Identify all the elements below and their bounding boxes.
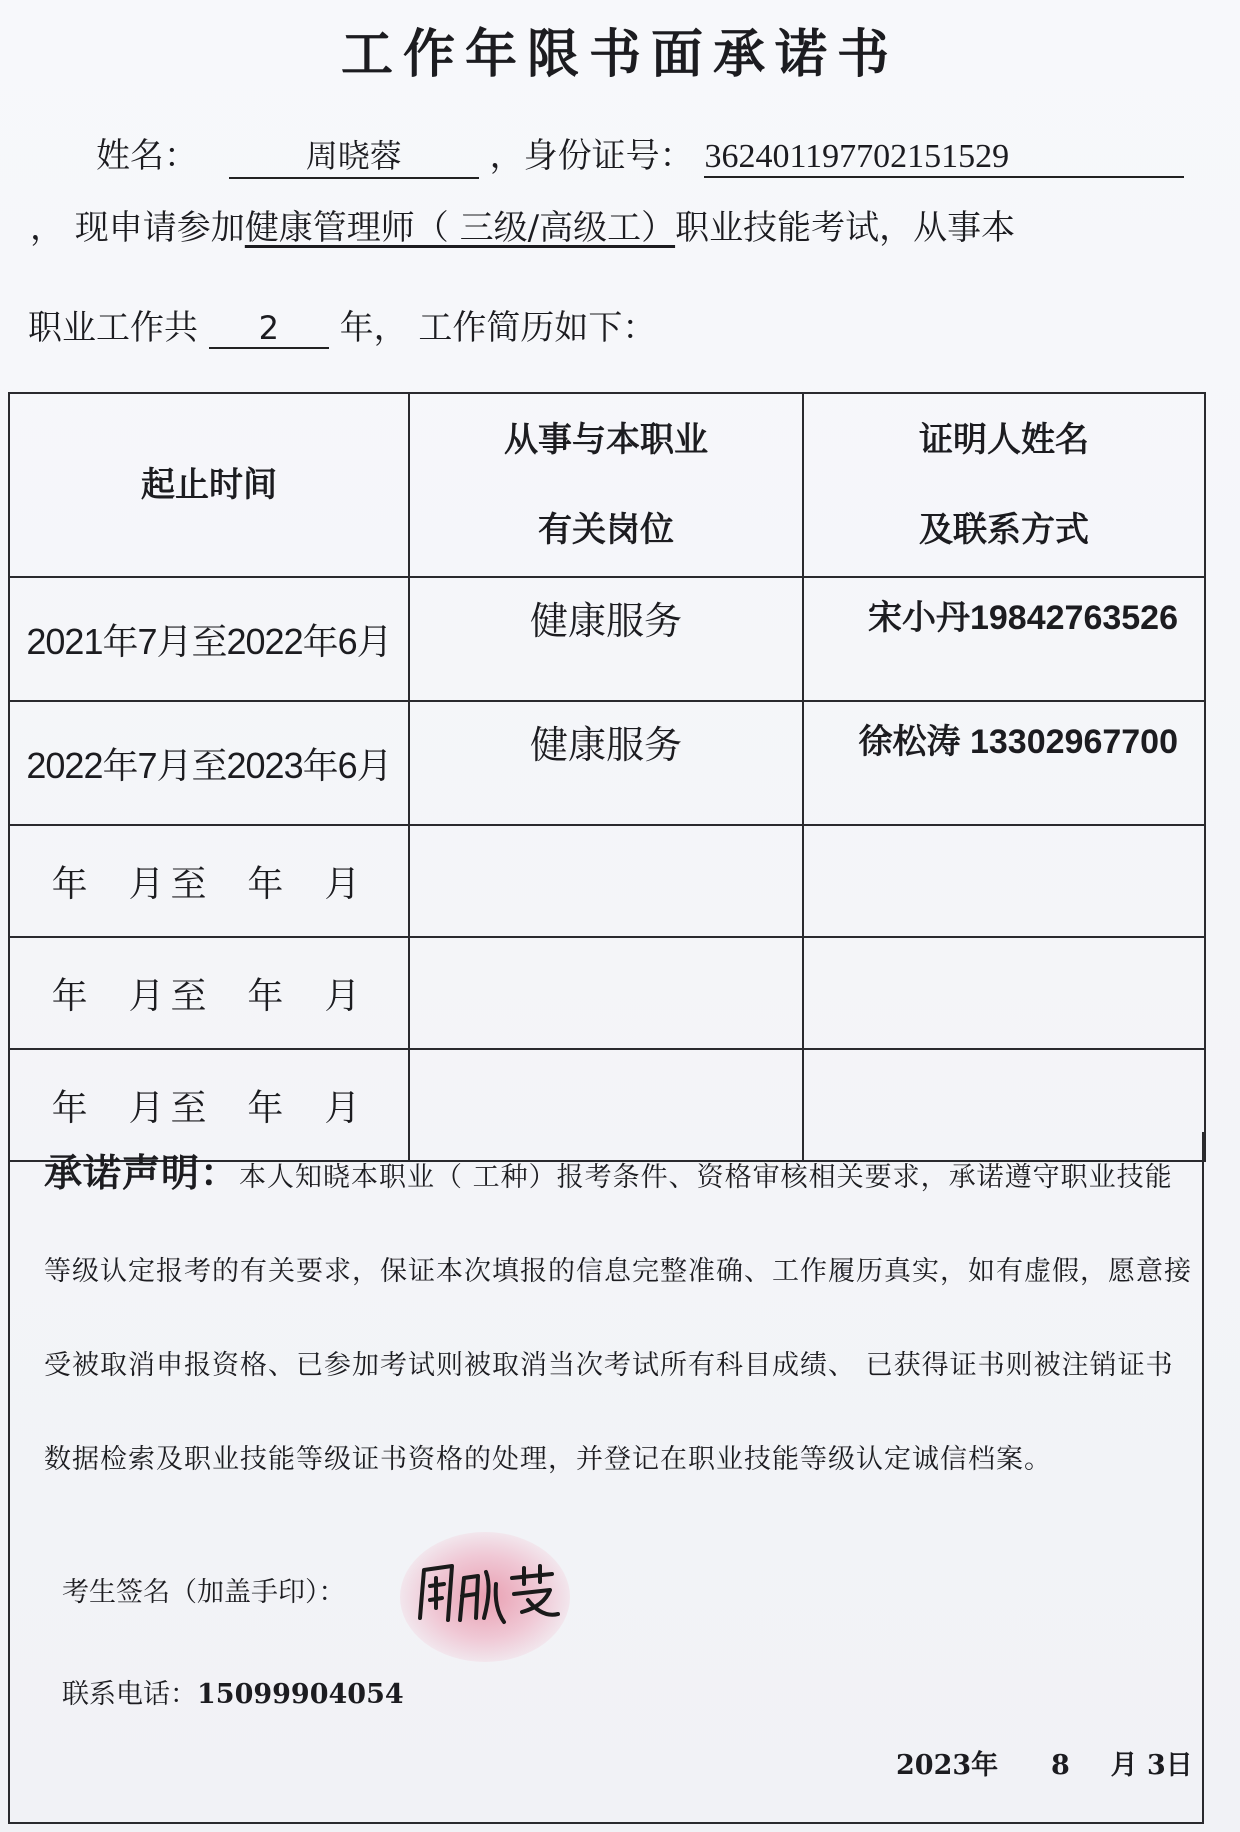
date-day-unit: 日 (1165, 1750, 1193, 1781)
apply-line (30, 200, 1015, 249)
contact-cell (803, 825, 1205, 937)
id-number-field: 362401197702151529 (704, 138, 1184, 178)
header-position-line1: 从事与本职业 (504, 420, 708, 460)
signing-date (896, 1743, 1193, 1782)
date-month: 8 (1050, 1750, 1070, 1781)
years-prefix: 职业工作共 (28, 308, 198, 348)
period-cell: 年 月至 年 月 (9, 937, 409, 1049)
contact-cell: 徐松涛 13302967700 (803, 701, 1205, 825)
id-label: ，身份证号： (489, 136, 694, 176)
name-label: 姓名： (96, 136, 198, 176)
period-cell: 2022年7月至2023年6月 (9, 701, 409, 825)
table-row (9, 577, 1205, 701)
work-history-table (8, 392, 1206, 1162)
pledge-statement (44, 1126, 1194, 1507)
table-row (9, 825, 1205, 937)
phone-row (62, 1672, 404, 1711)
signature-row (62, 1570, 346, 1609)
years-field: 2 (209, 309, 329, 349)
table-row (9, 701, 1205, 825)
pledge-body: 本人知晓本职业（ 工种）报考条件、资格审核相关要求，承诺遵守职业技能等级认定报考的有关要求，保证本次填报的信息完整准确、工作履历真实，如有虚假，愿意接受被取消申报资格、已参加考试则被取消当次考试所有科目成绩、 已获得证书则被注销证书数据检索及职业技能等级证书资格的处理，并登记在职业技能等级认定诚信档案。 (44, 1162, 1192, 1475)
applicant-line (96, 128, 1184, 179)
period-cell: 年 月至 年 月 (9, 1049, 409, 1161)
period-cell: 2021年7月至2022年6月 (9, 577, 409, 701)
header-period: 起止时间 (9, 393, 409, 577)
position-cell (409, 825, 803, 937)
years-line (28, 300, 656, 349)
date-year: 2023 (896, 1750, 972, 1781)
header-position (409, 393, 803, 577)
date-day: 3 (1146, 1750, 1166, 1781)
position-cell: 健康服务 (409, 577, 803, 701)
name-field: 周晓蓉 (229, 131, 479, 179)
phone-label: 联系电话： (62, 1679, 197, 1710)
header-contact-line1: 证明人姓名 (919, 420, 1089, 460)
period-cell: 年 月至 年 月 (9, 825, 409, 937)
table-header-row (9, 393, 1205, 577)
years-suffix: 年， 工作简历如下： (339, 308, 657, 348)
header-contact (803, 393, 1205, 577)
contact-cell: 宋小丹19842763526 (803, 577, 1205, 701)
date-year-unit: 年 (971, 1750, 999, 1781)
document-title: 工作年限书面承诺书 (340, 24, 899, 85)
table-row (9, 937, 1205, 1049)
exam-name: 健康管理师（ 三级/高级工） (244, 208, 676, 248)
header-position-line2: 有关岗位 (538, 510, 674, 550)
signature-label: 考生签名（加盖手印）： (62, 1577, 346, 1608)
position-cell (409, 937, 803, 1049)
contact-cell (803, 937, 1205, 1049)
date-month-unit: 月 (1110, 1750, 1138, 1781)
apply-prefix: ， 现申请参加 (30, 208, 245, 248)
apply-suffix: 职业技能考试，从事本 (675, 208, 1016, 248)
handwritten-signature (412, 1548, 562, 1638)
pledge-label: 承诺声明： (44, 1150, 240, 1195)
position-cell: 健康服务 (409, 701, 803, 825)
phone-number: 15099904054 (197, 1679, 404, 1710)
header-contact-line2: 及联系方式 (919, 510, 1089, 550)
